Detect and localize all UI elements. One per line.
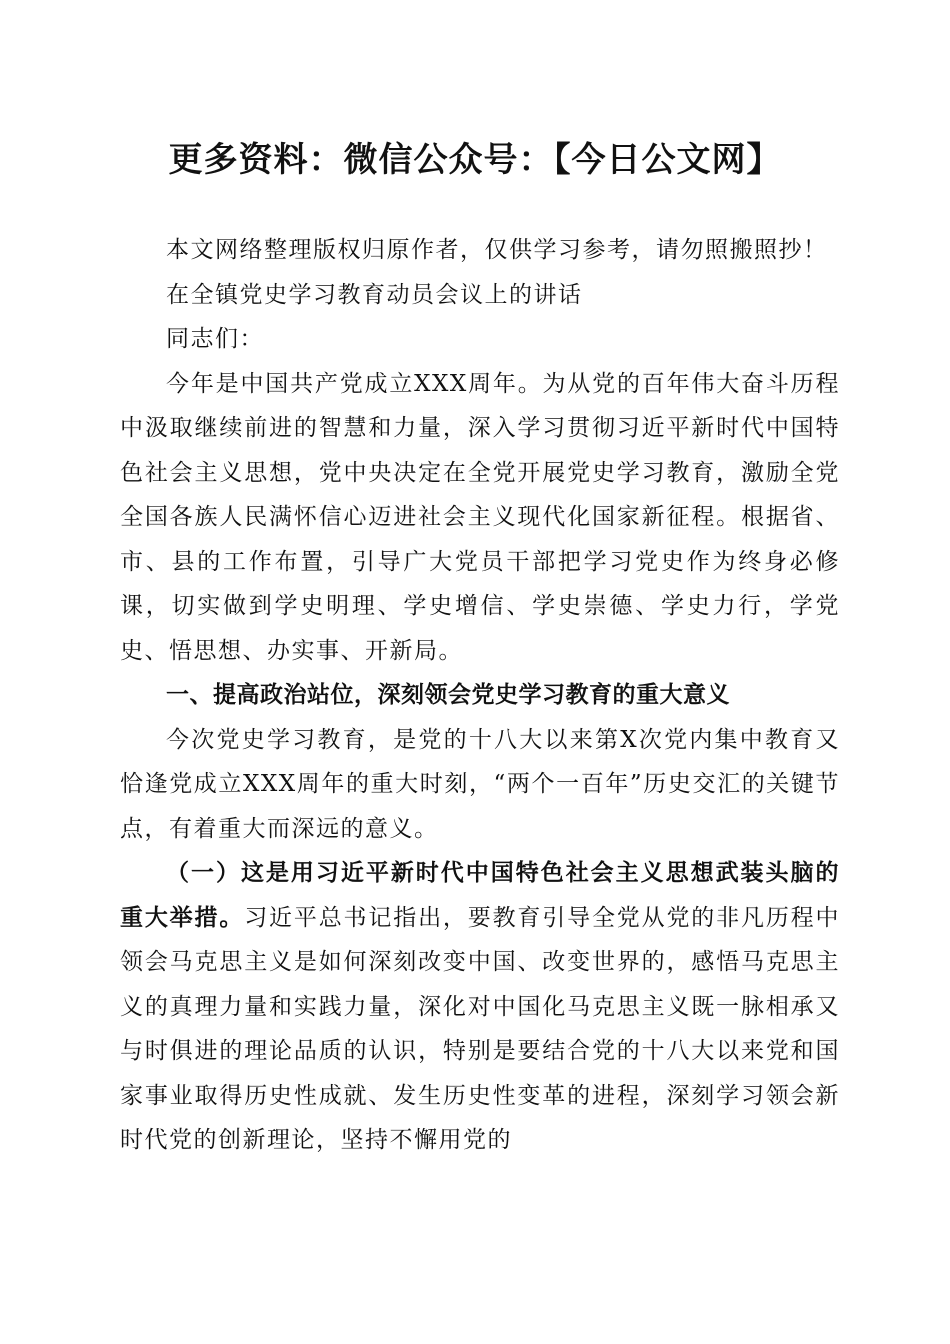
section-paragraph-1: 今次党史学习教育，是党的十八大以来第X次党内集中教育又恰逢党成立XXX周年的重大时刻，“两个一百年”历史交汇的关键节点，有着重大而深远的意义。 — [120, 726, 840, 842]
subsection-lead-1: （一）这是用习近平新时代中国特色社会主义思想武装头脑的重大举措。 — [120, 859, 840, 931]
document-body — [120, 228, 840, 1163]
copyright-notice: 本文网络整理版权归原作者，仅供学习参考，请勿照搬照抄！ — [166, 237, 828, 263]
subsection-paragraph-1 — [120, 851, 840, 1163]
subsection-body-1: 习近平总书记指出，要教育引导全党从党的非凡历程中领会马克思主义是如何深刻改变中国、改变世界的，感悟马克思主义的真理力量和实践力量，深化对中国化马克思主义既一脉相承又与时俱进的理论品质的认识，特别是要结合党的十八大以来党和国家事业取得历史性成就、发生历史性变革的进程，深刻学习领会新时代党的创新理论，坚持不懈用党的 — [120, 904, 841, 1153]
speech-title: 在全镇党史学习教育动员会议上的讲话 — [166, 281, 583, 308]
section-heading-1: 一、提高政治站位，深刻领会党史学习教育的重大意义 — [166, 682, 730, 708]
salutation: 同志们： — [166, 326, 264, 352]
page-title: 更多资料：微信公众号：【今日公文网】 — [168, 140, 782, 180]
intro-paragraph: 今年是中国共产党成立XXX周年。为从党的百年伟大奋斗历程中汲取继续前进的智慧和力量，深入学习贯彻习近平新时代中国特色社会主义思想，党中央决定在全党开展党史学习教育，激励全党全国各族人民满怀信心迈进社会主义现代化国家新征程。根据省、市、县的工作布置，引导广大党员干部把学习党史作为终身必修课，切实做到学史明理、学史增信、学史崇德、学史力行，学党史、悟思想、办实事、开新局。 — [120, 370, 840, 664]
